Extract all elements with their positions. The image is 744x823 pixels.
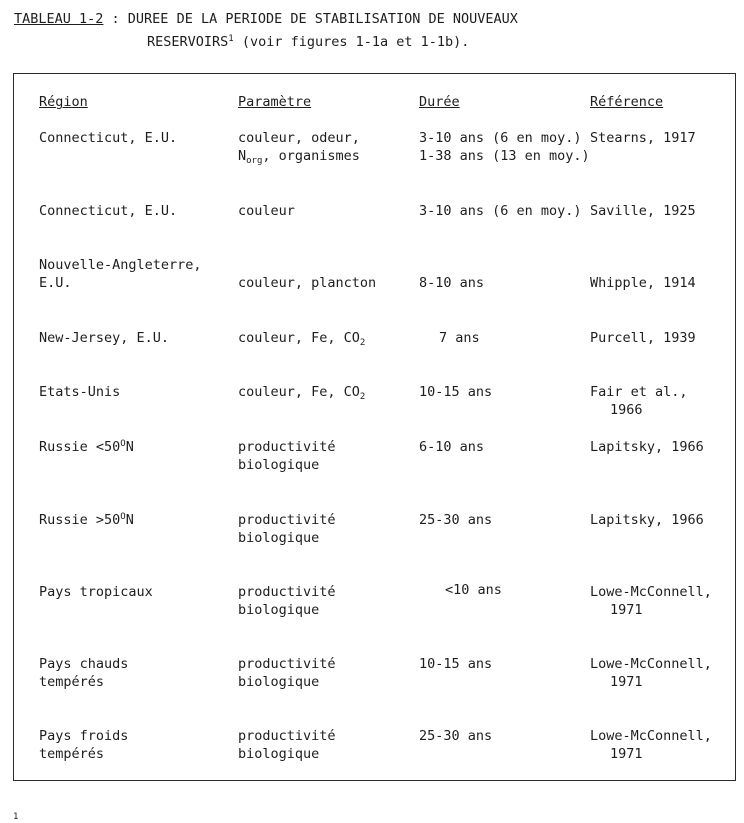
cell-duree: 7 ans [439, 330, 480, 346]
caption-footnote-ref: 1 [228, 34, 234, 44]
cell-region: Pays chauds [39, 656, 129, 672]
cell-reference: Stearns, 1917 [590, 130, 696, 146]
cell-region-line-2: tempérés [39, 674, 105, 690]
caption-line-1 [14, 8, 518, 31]
parametre-subscript: org [246, 156, 263, 166]
cell-duree: 3-10 ans (6 en moy.) [419, 130, 582, 146]
cell-duree: 25-30 ans [419, 512, 493, 528]
cell-parametre-line-2: biologique [238, 602, 320, 618]
cell-parametre: productivité [238, 512, 336, 528]
cell-region-line-2: tempérés [39, 746, 105, 762]
cell-region: Connecticut, E.U. [39, 130, 178, 146]
caption-title-suffix: (voir figures 1-1a et 1-1b). [233, 34, 470, 50]
cell-parametre: couleur, odeur, [238, 130, 360, 146]
cell-reference: Lowe-McConnell, [590, 656, 712, 672]
cell-parametre [238, 329, 365, 347]
table-label: TABLEAU 1-2 [14, 11, 104, 27]
cell-region [39, 438, 134, 456]
degree-superscript: O [120, 512, 126, 522]
caption-title-line-1: DUREE DE LA PERIODE DE STABILISATION DE NOUVEAUX [127, 11, 518, 27]
cell-duree: 10-15 ans [419, 656, 493, 672]
header-region: Région [39, 94, 88, 110]
caption-line-2 [14, 31, 518, 54]
region-hemisphere: N [125, 439, 134, 455]
header-parametre: Paramètre [238, 94, 312, 110]
cell-parametre: couleur [238, 203, 295, 219]
cell-region: Connecticut, E.U. [39, 203, 178, 219]
parametre-subscript: 2 [359, 338, 366, 348]
cell-parametre: productivité [238, 584, 336, 600]
cell-reference: Lapitsky, 1966 [590, 439, 704, 455]
parametre-subscript: 2 [359, 392, 366, 402]
region-text: Russie <50 [39, 439, 121, 455]
cell-region: Pays tropicaux [39, 584, 153, 600]
cell-region: Nouvelle-Angleterre, [39, 257, 202, 273]
parametre-text: couleur, Fe, CO [238, 330, 360, 346]
cell-reference: Lowe-McConnell, [590, 728, 712, 744]
cell-duree: 8-10 ans [419, 275, 485, 291]
cell-duree: <10 ans [445, 582, 502, 598]
degree-superscript: O [120, 439, 126, 449]
cell-duree: 10-15 ans [419, 384, 493, 400]
cell-reference-line-2: 1971 [610, 674, 643, 690]
cell-reference: Lapitsky, 1966 [590, 512, 704, 528]
footnote-mark: 1 [13, 812, 19, 822]
cell-parametre [238, 383, 365, 401]
header-reference: Référence [590, 94, 664, 110]
region-hemisphere: N [125, 512, 134, 528]
table-caption [14, 8, 518, 54]
cell-region: New-Jersey, E.U. [39, 330, 170, 346]
region-text: Russie >50 [39, 512, 121, 528]
cell-reference: Purcell, 1939 [590, 330, 696, 346]
cell-parametre-line-2: biologique [238, 674, 320, 690]
cell-duree: 6-10 ans [419, 439, 485, 455]
cell-reference: Whipple, 1914 [590, 275, 696, 291]
caption-separator: : [103, 11, 128, 27]
cell-reference-line-2: 1966 [610, 402, 643, 418]
cell-parametre-line-2 [238, 147, 360, 165]
header-duree: Durée [419, 94, 460, 110]
cell-reference: Saville, 1925 [590, 203, 696, 219]
cell-reference-line-2: 1971 [610, 602, 643, 618]
cell-parametre: productivité [238, 728, 336, 744]
cell-region: Etats-Unis [39, 384, 121, 400]
cell-parametre: couleur, plancton [238, 275, 377, 291]
parametre-n: N [238, 148, 247, 164]
parametre-rest: , organismes [262, 148, 360, 164]
cell-parametre: productivité [238, 439, 336, 455]
cell-reference: Fair et al., [590, 384, 688, 400]
cell-parametre-line-2: biologique [238, 746, 320, 762]
cell-parametre: productivité [238, 656, 336, 672]
cell-parametre-line-2: biologique [238, 530, 320, 546]
cell-region: Pays froids [39, 728, 129, 744]
parametre-text: couleur, Fe, CO [238, 384, 360, 400]
cell-region-line-2: E.U. [39, 275, 72, 291]
cell-duree-line-2: 1-38 ans (13 en moy.) [419, 148, 590, 164]
cell-duree: 3-10 ans (6 en moy.) [419, 203, 582, 219]
cell-parametre-line-2: biologique [238, 457, 320, 473]
cell-reference-line-2: 1971 [610, 746, 643, 762]
caption-title-line-2: RESERVOIRS [147, 34, 229, 50]
cell-reference: Lowe-McConnell, [590, 584, 712, 600]
cell-region [39, 511, 134, 529]
cell-duree: 25-30 ans [419, 728, 493, 744]
